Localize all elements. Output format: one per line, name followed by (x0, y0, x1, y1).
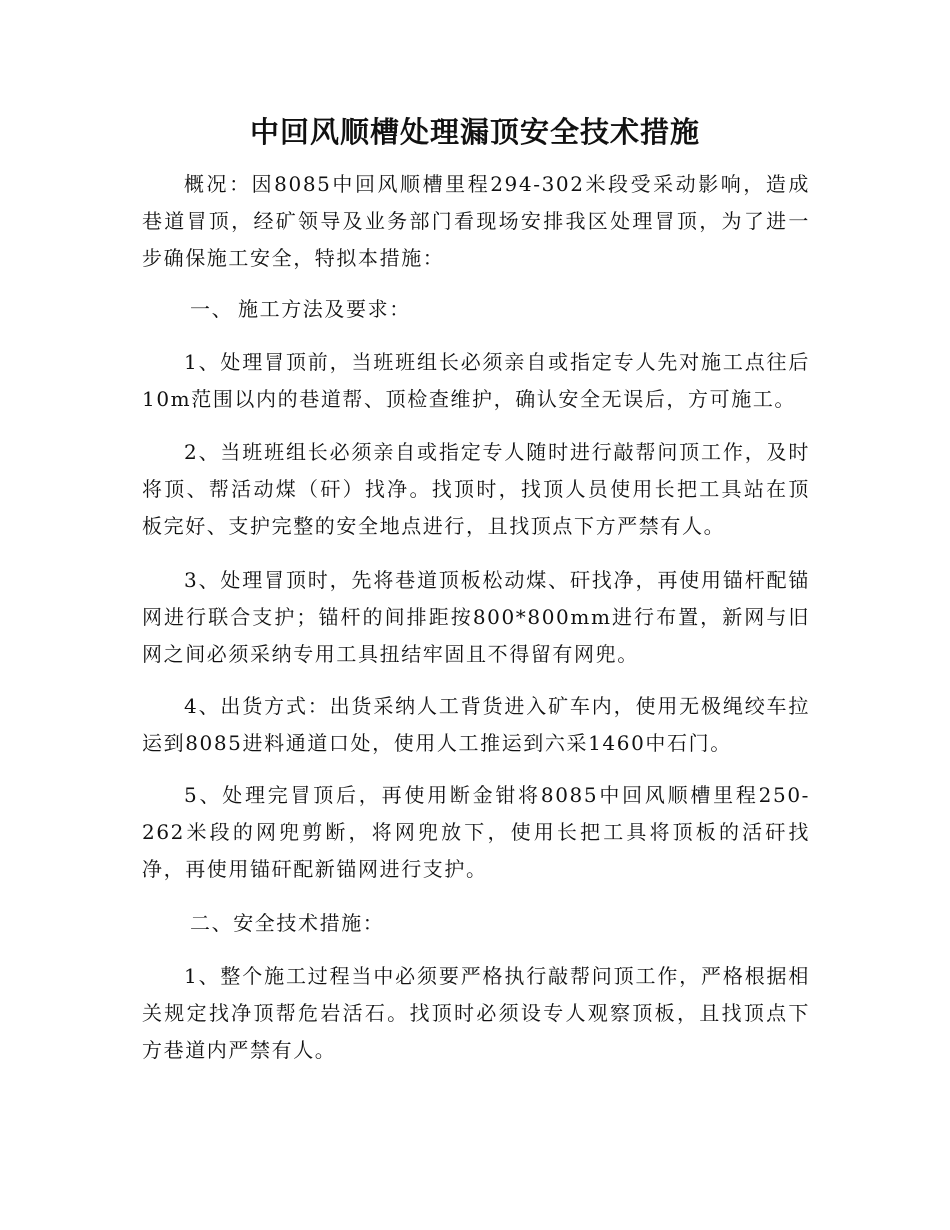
section-heading-safety-measures: 二、安全技术措施： (190, 911, 385, 935)
method-item-1: 1、处理冒顶前，当班班组长必须亲自或指定专人先对施工点往后10m范围以内的巷道帮、顶检查维护，确认安全无误后，方可施工。 (142, 350, 810, 411)
safety-item-1: 1、整个施工过程当中必须要严格执行敲帮问顶工作，严格根据相关规定找净顶帮危岩活石。找顶时必须设专人观察顶板，且找顶点下方巷道内严禁有人。 (142, 964, 810, 1062)
method-item-4: 4、出货方式：出货采纳人工背货进入矿车内，使用无极绳绞车拉运到8085进料通道口处，使用人工推运到六采1460中石门。 (142, 694, 810, 755)
method-item-2: 2、当班班组长必须亲自或指定专人随时进行敲帮问顶工作，及时将顶、帮活动煤（矸）找净。找顶时，找顶人员使用长把工具站在顶板完好、支护完整的安全地点进行，且找顶点下方严禁有人。 (142, 440, 810, 538)
method-item-5: 5、处理完冒顶后，再使用断金钳将8085中回风顺槽里程250-262米段的网兜剪断，将网兜放下，使用长把工具将顶板的活矸找净，再使用锚矸配新锚网进行支护。 (142, 783, 810, 881)
method-item-3: 3、处理冒顶时，先将巷道顶板松动煤、矸找净，再使用锚杆配锚网进行联合支护；锚杆的间排距按800*800mm进行布置，新网与旧网之间必须采纳专用工具扭结牢固且不得留有网兜。 (142, 568, 810, 666)
overview-paragraph: 概况：因8085中回风顺槽里程294-302米段受采动影响，造成巷道冒顶，经矿领导及业务部门看现场安排我区处理冒顶，为了进一步确保施工安全，特拟本措施： (142, 172, 810, 270)
document-title: 中回风顺槽处理漏顶安全技术措施 (249, 115, 700, 149)
section-title: 施工方法及要求： (238, 297, 411, 321)
section-heading-construction-method (190, 291, 411, 328)
section-number: 一、 (190, 297, 234, 321)
